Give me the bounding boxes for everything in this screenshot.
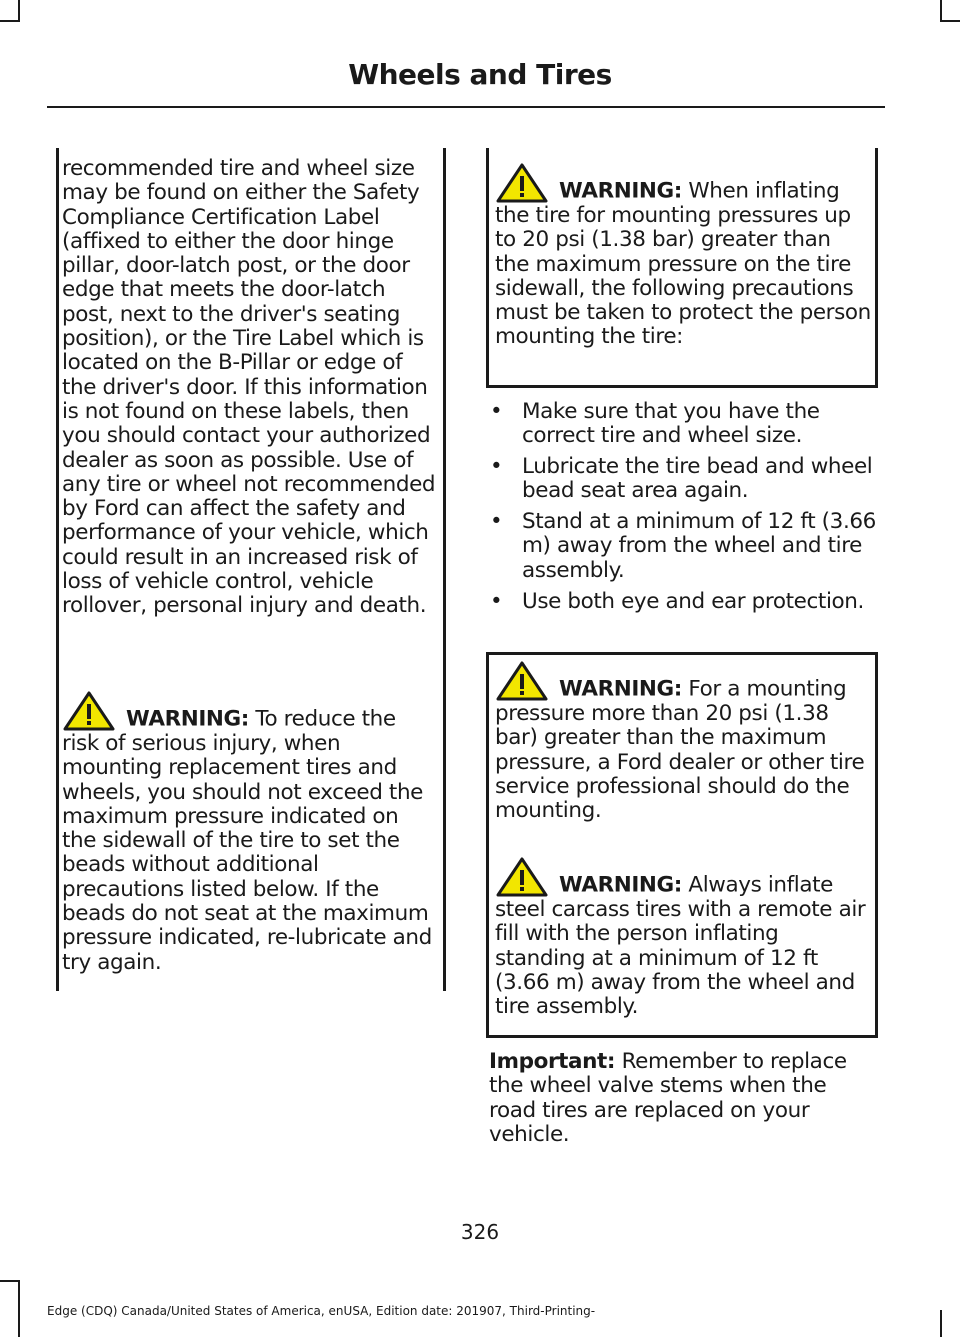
edition-footer: Edge (CDQ) Canada/United States of America, enUSA, Edition date: 201907, Third-Printing- xyxy=(47,1304,596,1318)
bullet-icon: • xyxy=(490,509,503,535)
important-label: Important: xyxy=(489,1049,616,1074)
page-title: Wheels and Tires xyxy=(348,58,612,91)
warning-label: WARNING: xyxy=(559,178,682,204)
crop-mark xyxy=(18,0,20,22)
bullet-icon: • xyxy=(490,588,503,614)
list-item: • Make sure that you have the correct tire and wheel size. xyxy=(490,399,820,449)
warning-triangle-icon xyxy=(495,162,549,204)
important-text: Remember to replace the wheel valve stems when the road tires are replaced on your vehicle. xyxy=(489,1049,847,1147)
left-warning xyxy=(62,690,438,975)
list-item: • Use both eye and ear protection. xyxy=(490,588,864,614)
crop-mark xyxy=(940,0,942,22)
crop-mark xyxy=(940,1310,942,1337)
warning-triangle-icon xyxy=(495,856,549,898)
bullet-icon: • xyxy=(490,454,503,480)
crop-mark xyxy=(940,20,960,22)
crop-mark xyxy=(0,20,20,22)
list-item: • Lubricate the tire bead and wheel bead seat area again. xyxy=(490,454,873,504)
precautions-list xyxy=(490,400,880,620)
right-warning-2 xyxy=(495,660,871,823)
warning-text: To reduce the risk of serious injury, when mounting replacement tires and wheels, you should not exceed the maximum pressure indicated on the sidewall of the tire to set the beads without additional precautions listed below. If the beads do not seat at the maximum pressure indicated, re-lubricate and try again. xyxy=(62,706,432,975)
right-warning-1 xyxy=(495,162,871,350)
warning-label: WARNING: xyxy=(559,872,682,898)
bullet-icon: • xyxy=(490,399,503,424)
warning-text: Always inflate steel carcass tires with a remote air fill with the person inflating standing at a minimum of 12 ft (3.66 m) away from the wheel and tire assembly. xyxy=(495,872,866,1020)
body-paragraph: recommended tire and wheel size may be found on either the Safety Compliance Certification Label (affixed to either the door hinge pillar, door-latch post, or the door edge that meets the door-latch post, next to the driver's seating position), or the Tire Label which is located on the B-Pillar or edge of the driver's door. If this information is not found on these labels, then you should contact your authorized dealer as soon as possible. Use of any tire or wheel not recommended by Ford can affect the safety and performance of your vehicle, which could result in an increased risk of loss of vehicle control, vehicle rollover, personal injury and death. xyxy=(62,156,436,619)
warning-triangle-icon xyxy=(62,690,116,732)
header-divider xyxy=(47,106,885,108)
list-item: • Stand at a minimum of 12 ft (3.66 m) away from the wheel and tire assembly. xyxy=(490,509,876,583)
page-number: 326 xyxy=(460,1220,500,1244)
right-warning-3 xyxy=(495,856,871,1019)
warning-label: WARNING: xyxy=(126,706,249,732)
warning-label: WARNING: xyxy=(559,676,682,702)
warning-text: When inflating the tire for mounting pressures up to 20 psi (1.38 bar) greater than the maximum pressure on the tire sidewall, the following precautions must be taken to protect the person mounting the tire: xyxy=(495,178,871,350)
warning-text: For a mounting pressure more than 20 psi (1.38 bar) greater than the maximum pressure, a Ford dealer or other tire service professional should do the mounting. xyxy=(495,676,865,824)
warning-triangle-icon xyxy=(495,660,549,702)
crop-mark xyxy=(18,1280,20,1337)
crop-mark xyxy=(0,1280,20,1282)
important-note xyxy=(489,1050,879,1147)
